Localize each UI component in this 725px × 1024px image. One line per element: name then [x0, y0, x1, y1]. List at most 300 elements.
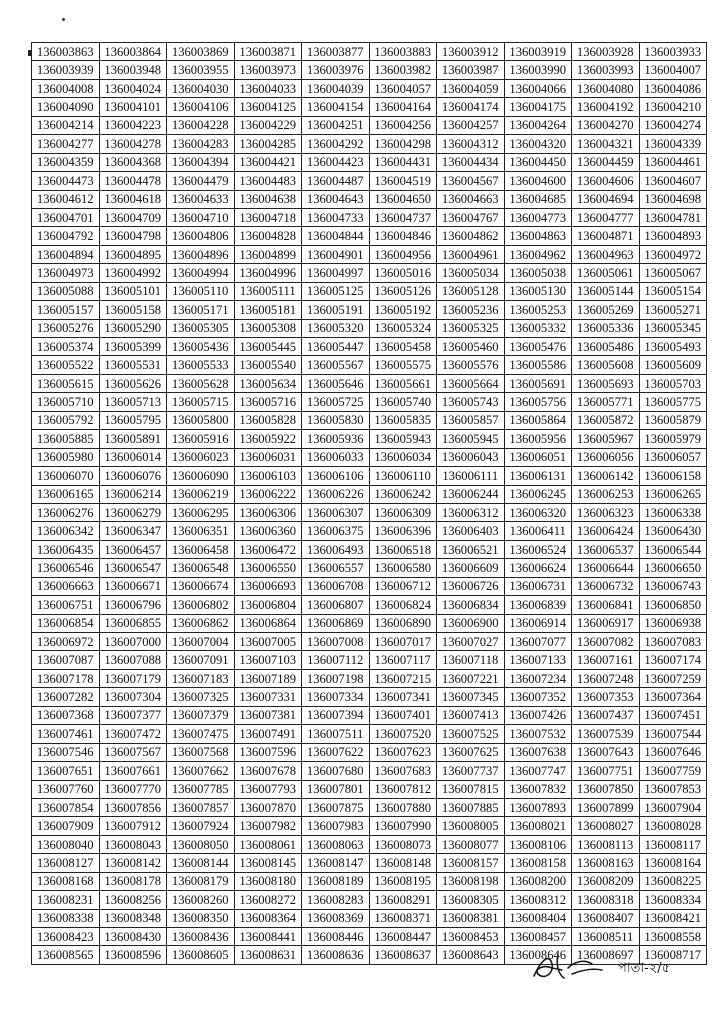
roll-number-cell: 136007353 [572, 688, 640, 706]
roll-number-cell: 136004086 [639, 79, 707, 97]
roll-number-cell: 136005128 [437, 282, 505, 300]
roll-number-cell: 136004871 [572, 227, 640, 245]
roll-number-cell: 136004996 [234, 264, 302, 282]
roll-number-cell: 136007377 [99, 706, 167, 724]
roll-number-cell: 136007304 [99, 688, 167, 706]
roll-number-cell: 136006900 [437, 614, 505, 632]
roll-number-cell: 136004285 [234, 135, 302, 153]
roll-number-cell: 136007379 [167, 706, 235, 724]
roll-number-cell: 136005576 [437, 356, 505, 374]
roll-number-cell: 136004997 [302, 264, 370, 282]
roll-number-cell: 136003912 [437, 43, 505, 61]
table-row [32, 762, 707, 780]
roll-number-cell: 136007008 [302, 633, 370, 651]
roll-number-cell: 136004650 [369, 190, 437, 208]
roll-number-cell: 136003993 [572, 61, 640, 79]
table-row [32, 614, 707, 632]
roll-number-cell: 136007179 [99, 669, 167, 687]
roll-number-cell: 136004223 [99, 116, 167, 134]
table-row [32, 282, 707, 300]
roll-number-cell: 136006544 [639, 540, 707, 558]
roll-number-cell: 136008021 [504, 817, 572, 835]
roll-number-cell: 136007678 [234, 762, 302, 780]
roll-number-cell: 136005743 [437, 393, 505, 411]
roll-number-cell: 136007525 [437, 725, 505, 743]
roll-number-cell: 136006890 [369, 614, 437, 632]
roll-number-cell: 136005034 [437, 264, 505, 282]
roll-number-cell: 136007475 [167, 725, 235, 743]
roll-number-cell: 136005979 [639, 430, 707, 448]
roll-number-cell: 136004972 [639, 245, 707, 263]
roll-number-cell: 136005795 [99, 411, 167, 429]
roll-number-cell: 136007221 [437, 669, 505, 687]
roll-number-cell: 136007437 [572, 706, 640, 724]
table-row [32, 393, 707, 411]
table-row [32, 503, 707, 521]
roll-number-cell: 136004994 [167, 264, 235, 282]
roll-number-cell: 136004777 [572, 208, 640, 226]
roll-number-cell: 136007625 [437, 743, 505, 761]
roll-number-cell: 136005236 [437, 301, 505, 319]
roll-number-cell: 136004567 [437, 172, 505, 190]
roll-number-cell: 136005943 [369, 430, 437, 448]
roll-number-cell: 136004633 [167, 190, 235, 208]
roll-number-cell: 136007259 [639, 669, 707, 687]
roll-number-cell: 136006403 [437, 522, 505, 540]
roll-number-cell: 136006226 [302, 485, 370, 503]
roll-number-cell: 136005345 [639, 319, 707, 337]
roll-number-cell: 136008256 [99, 891, 167, 909]
table-row [32, 374, 707, 392]
roll-number-cell: 136006070 [32, 467, 100, 485]
roll-number-cell: 136007345 [437, 688, 505, 706]
roll-number-cell: 136004321 [572, 135, 640, 153]
roll-number-cell: 136005374 [32, 338, 100, 356]
table-row [32, 485, 707, 503]
roll-number-cell: 136006347 [99, 522, 167, 540]
roll-number-cell: 136004174 [437, 98, 505, 116]
table-row [32, 725, 707, 743]
roll-number-cell: 136004059 [437, 79, 505, 97]
roll-number-cell: 136007990 [369, 817, 437, 835]
roll-number-cell: 136008407 [572, 909, 640, 927]
roll-number-cell: 136008272 [234, 891, 302, 909]
table-row [32, 688, 707, 706]
roll-number-cell: 136008318 [572, 891, 640, 909]
roll-number-cell: 136007567 [99, 743, 167, 761]
roll-number-cell: 136006457 [99, 540, 167, 558]
roll-number-cell: 136008127 [32, 854, 100, 872]
roll-number-cell: 136007885 [437, 798, 505, 816]
roll-number-cell: 136004066 [504, 79, 572, 97]
roll-number-cell: 136006396 [369, 522, 437, 540]
roll-number-cell: 136008200 [504, 872, 572, 890]
roll-number-cell: 136005713 [99, 393, 167, 411]
roll-number-cell: 136006435 [32, 540, 100, 558]
roll-number-cell: 136008636 [302, 946, 370, 964]
roll-number-cell: 136008558 [639, 928, 707, 946]
roll-number-cell: 136004024 [99, 79, 167, 97]
roll-number-cell: 136004638 [234, 190, 302, 208]
roll-number-cell: 136005486 [572, 338, 640, 356]
scan-speck [62, 18, 65, 21]
roll-number-cell: 136008338 [32, 909, 100, 927]
table-row [32, 706, 707, 724]
roll-number-cell: 136005872 [572, 411, 640, 429]
roll-number-cell: 136007857 [167, 798, 235, 816]
roll-number-cell: 136004214 [32, 116, 100, 134]
roll-number-cell: 136006165 [32, 485, 100, 503]
roll-number-cell: 136006110 [369, 467, 437, 485]
roll-number-cell: 136008195 [369, 872, 437, 890]
roll-number-cell: 136004792 [32, 227, 100, 245]
roll-number-cell: 136004431 [369, 153, 437, 171]
roll-number-cell: 136005609 [639, 356, 707, 374]
roll-number-cell: 136008371 [369, 909, 437, 927]
roll-number-cell: 136007815 [437, 780, 505, 798]
roll-number-cell: 136006242 [369, 485, 437, 503]
roll-number-cell: 136008178 [99, 872, 167, 890]
roll-number-cell: 136005460 [437, 338, 505, 356]
roll-number-cell: 136006031 [234, 448, 302, 466]
roll-number-cell: 136005126 [369, 282, 437, 300]
roll-number-cell: 136006546 [32, 559, 100, 577]
roll-number-cell: 136006674 [167, 577, 235, 595]
roll-number-cell: 136008231 [32, 891, 100, 909]
roll-number-cell: 136005710 [32, 393, 100, 411]
roll-number-cell: 136004450 [504, 153, 572, 171]
roll-number-cell: 136006158 [639, 467, 707, 485]
roll-number-cell: 136005125 [302, 282, 370, 300]
roll-number-cell: 136008180 [234, 872, 302, 890]
roll-number-cell: 136007770 [99, 780, 167, 798]
roll-number-cell: 136005067 [639, 264, 707, 282]
roll-number-cell: 136007850 [572, 780, 640, 798]
roll-number-cell: 136005436 [167, 338, 235, 356]
roll-number-cell: 136004962 [504, 245, 572, 263]
roll-number-cell: 136004828 [234, 227, 302, 245]
roll-number-cell: 136005740 [369, 393, 437, 411]
table-row [32, 522, 707, 540]
roll-number-cell: 136006796 [99, 596, 167, 614]
roll-number-cell: 136005756 [504, 393, 572, 411]
roll-number-cell: 136007394 [302, 706, 370, 724]
roll-number-cell: 136005922 [234, 430, 302, 448]
roll-number-cell: 136005157 [32, 301, 100, 319]
roll-number-cell: 136007760 [32, 780, 100, 798]
roll-number-cell: 136007401 [369, 706, 437, 724]
table-row [32, 79, 707, 97]
table-row [32, 467, 707, 485]
roll-number-cell: 136004798 [99, 227, 167, 245]
roll-number-cell: 136006057 [639, 448, 707, 466]
roll-number-cell: 136005154 [639, 282, 707, 300]
roll-number-cell: 136004893 [639, 227, 707, 245]
roll-number-cell: 136007005 [234, 633, 302, 651]
roll-number-cell: 136007662 [167, 762, 235, 780]
roll-number-cell: 136007331 [234, 688, 302, 706]
roll-number-cell: 136008164 [639, 854, 707, 872]
roll-number-cell: 136006360 [234, 522, 302, 540]
roll-number-cell: 136004710 [167, 208, 235, 226]
roll-number-cell: 136005716 [234, 393, 302, 411]
roll-number-cell: 136003955 [167, 61, 235, 79]
roll-number-cell: 136007904 [639, 798, 707, 816]
roll-number-cell: 136003869 [167, 43, 235, 61]
roll-number-cell: 136006644 [572, 559, 640, 577]
roll-number-cell: 136007546 [32, 743, 100, 761]
roll-number-cell: 136008446 [302, 928, 370, 946]
roll-number-cell: 136007539 [572, 725, 640, 743]
roll-number-cell: 136003933 [639, 43, 707, 61]
roll-number-cell: 136005253 [504, 301, 572, 319]
table-row [32, 227, 707, 245]
roll-number-cell: 136006276 [32, 503, 100, 521]
roll-number-cell: 136004039 [302, 79, 370, 97]
roll-number-cell: 136004781 [639, 208, 707, 226]
roll-number-cell: 136006751 [32, 596, 100, 614]
roll-number-cell: 136005320 [302, 319, 370, 337]
roll-number-cell: 136003990 [504, 61, 572, 79]
roll-number-cell: 136005628 [167, 374, 235, 392]
roll-number-cell: 136004901 [302, 245, 370, 263]
roll-number-cell: 136006076 [99, 467, 167, 485]
roll-number-cell: 136003948 [99, 61, 167, 79]
roll-number-cell: 136008369 [302, 909, 370, 927]
roll-number-cell: 136006802 [167, 596, 235, 614]
roll-number-cell: 136005325 [437, 319, 505, 337]
roll-number-cell: 136005336 [572, 319, 640, 337]
roll-number-cell: 136007853 [639, 780, 707, 798]
roll-number-cell: 136005626 [99, 374, 167, 392]
table-row [32, 448, 707, 466]
table-row [32, 153, 707, 171]
roll-number-cell: 136004228 [167, 116, 235, 134]
roll-number-cell: 136006306 [234, 503, 302, 521]
roll-number-cell: 136007638 [504, 743, 572, 761]
roll-number-cell: 136006307 [302, 503, 370, 521]
roll-number-cell: 136004106 [167, 98, 235, 116]
roll-number-cell: 136004007 [639, 61, 707, 79]
roll-number-cell: 136004339 [639, 135, 707, 153]
roll-number-cell: 136005324 [369, 319, 437, 337]
roll-number-cell: 136004101 [99, 98, 167, 116]
roll-number-cell: 136008148 [369, 854, 437, 872]
roll-number-cell: 136007812 [369, 780, 437, 798]
roll-number-cell: 136004773 [504, 208, 572, 226]
roll-number-cell: 136008421 [639, 909, 707, 927]
roll-number-cell: 136008145 [234, 854, 302, 872]
roll-number-cell: 136008157 [437, 854, 505, 872]
roll-number-cell: 136006855 [99, 614, 167, 632]
roll-number-cell: 136004434 [437, 153, 505, 171]
roll-number-cell: 136006375 [302, 522, 370, 540]
roll-number-cell: 136008457 [504, 928, 572, 946]
roll-number-cell: 136004423 [302, 153, 370, 171]
roll-number-cell: 136004030 [167, 79, 235, 97]
roll-number-cell: 136005828 [234, 411, 302, 429]
roll-number-cell: 136005830 [302, 411, 370, 429]
roll-number-table-body [32, 43, 707, 965]
roll-number-cell: 136004973 [32, 264, 100, 282]
roll-number-cell: 136005956 [504, 430, 572, 448]
roll-number-cell: 136006279 [99, 503, 167, 521]
roll-number-cell: 136007870 [234, 798, 302, 816]
roll-number-cell: 136004487 [302, 172, 370, 190]
roll-number-cell: 136006131 [504, 467, 572, 485]
roll-number-cell: 136005290 [99, 319, 167, 337]
roll-number-cell: 136008447 [369, 928, 437, 946]
table-row [32, 135, 707, 153]
table-row [32, 854, 707, 872]
roll-number-cell: 136007174 [639, 651, 707, 669]
roll-number-cell: 136005800 [167, 411, 235, 429]
roll-number-cell: 136005540 [234, 356, 302, 374]
roll-number-cell: 136005308 [234, 319, 302, 337]
roll-number-cell: 136004292 [302, 135, 370, 153]
roll-number-cell: 136005144 [572, 282, 640, 300]
roll-number-cell: 136006493 [302, 540, 370, 558]
roll-number-cell: 136005725 [302, 393, 370, 411]
roll-number-cell: 136007683 [369, 762, 437, 780]
roll-number-cell: 136008631 [234, 946, 302, 964]
roll-number-cell: 136004257 [437, 116, 505, 134]
roll-number-cell: 136006609 [437, 559, 505, 577]
roll-number-cell: 136005945 [437, 430, 505, 448]
roll-number-cell: 136006663 [32, 577, 100, 595]
roll-number-cell: 136006547 [99, 559, 167, 577]
roll-number-cell: 136004956 [369, 245, 437, 263]
table-row [32, 43, 707, 61]
roll-number-cell: 136008168 [32, 872, 100, 890]
roll-number-cell: 136008511 [572, 928, 640, 946]
roll-number-cell: 136005567 [302, 356, 370, 374]
roll-number-cell: 136007982 [234, 817, 302, 835]
roll-number-cell: 136007248 [572, 669, 640, 687]
roll-number-cell: 136007325 [167, 688, 235, 706]
roll-number-cell: 136007680 [302, 762, 370, 780]
roll-number-cell: 136005771 [572, 393, 640, 411]
roll-number-cell: 136005586 [504, 356, 572, 374]
table-row [32, 872, 707, 890]
roll-number-cell: 136006458 [167, 540, 235, 558]
roll-number-cell: 136005575 [369, 356, 437, 374]
roll-number-cell: 136008158 [504, 854, 572, 872]
roll-number-cell: 136005891 [99, 430, 167, 448]
roll-number-cell: 136006253 [572, 485, 640, 503]
roll-number-cell: 136004961 [437, 245, 505, 263]
roll-number-cell: 136006518 [369, 540, 437, 558]
roll-number-cell: 136005192 [369, 301, 437, 319]
roll-number-cell: 136007793 [234, 780, 302, 798]
roll-number-cell: 136006043 [437, 448, 505, 466]
roll-number-cell: 136006824 [369, 596, 437, 614]
roll-number-cell: 136007178 [32, 669, 100, 687]
roll-number-cell: 136007875 [302, 798, 370, 816]
roll-number-cell: 136005305 [167, 319, 235, 337]
roll-number-cell: 136005775 [639, 393, 707, 411]
roll-number-cell: 136004701 [32, 208, 100, 226]
roll-number-cell: 136007661 [99, 762, 167, 780]
roll-number-cell: 136004685 [504, 190, 572, 208]
roll-number-cell: 136008364 [234, 909, 302, 927]
roll-number-cell: 136005608 [572, 356, 640, 374]
roll-number-cell: 136007381 [234, 706, 302, 724]
roll-number-cell: 136004992 [99, 264, 167, 282]
roll-number-cell: 136005980 [32, 448, 100, 466]
roll-number-cell: 136007198 [302, 669, 370, 687]
roll-number-cell: 136008453 [437, 928, 505, 946]
roll-number-cell: 136005879 [639, 411, 707, 429]
roll-number-cell: 136007117 [369, 651, 437, 669]
roll-number-cell: 136006972 [32, 633, 100, 651]
roll-number-cell: 136008717 [639, 946, 707, 964]
roll-number-cell: 136004164 [369, 98, 437, 116]
roll-number-cell: 136004643 [302, 190, 370, 208]
roll-number-cell: 136004733 [302, 208, 370, 226]
table-row [32, 835, 707, 853]
roll-number-cell: 136007856 [99, 798, 167, 816]
roll-number-cell: 136006693 [234, 577, 302, 595]
roll-number-cell: 136007622 [302, 743, 370, 761]
roll-number-cell: 136008404 [504, 909, 572, 927]
roll-number-cell: 136008144 [167, 854, 235, 872]
table-row [32, 540, 707, 558]
roll-number-cell: 136004192 [572, 98, 640, 116]
roll-number-cell: 136003863 [32, 43, 100, 61]
roll-number-cell: 136004394 [167, 153, 235, 171]
roll-number-cell: 136007832 [504, 780, 572, 798]
roll-number-cell: 136006222 [234, 485, 302, 503]
roll-number-cell: 136007413 [437, 706, 505, 724]
roll-number-cell: 136005445 [234, 338, 302, 356]
roll-number-cell: 136007544 [639, 725, 707, 743]
roll-number-cell: 136006295 [167, 503, 235, 521]
roll-number-cell: 136006056 [572, 448, 640, 466]
roll-number-cell: 136004125 [234, 98, 302, 116]
roll-number-cell: 136007759 [639, 762, 707, 780]
roll-number-cell: 136008209 [572, 872, 640, 890]
roll-number-cell: 136008113 [572, 835, 640, 853]
roll-number-cell: 136004963 [572, 245, 640, 263]
roll-number-cell: 136005276 [32, 319, 100, 337]
roll-number-cell: 136006214 [99, 485, 167, 503]
table-row [32, 559, 707, 577]
roll-number-cell: 136007893 [504, 798, 572, 816]
roll-number-cell: 136008142 [99, 854, 167, 872]
roll-number-cell: 136007118 [437, 651, 505, 669]
roll-number-cell: 136004175 [504, 98, 572, 116]
roll-number-cell: 136008050 [167, 835, 235, 853]
roll-number-cell: 136004606 [572, 172, 640, 190]
roll-number-cell: 136005061 [572, 264, 640, 282]
roll-number-cell: 136007491 [234, 725, 302, 743]
table-row [32, 172, 707, 190]
roll-number-cell: 136004612 [32, 190, 100, 208]
roll-number-cell: 136005646 [302, 374, 370, 392]
roll-number-cell: 136007364 [639, 688, 707, 706]
roll-number-cell: 136007623 [369, 743, 437, 761]
roll-number-cell: 136005885 [32, 430, 100, 448]
roll-number-cell: 136004080 [572, 79, 640, 97]
roll-number-cell: 136007461 [32, 725, 100, 743]
roll-number-cell: 136004229 [234, 116, 302, 134]
table-row [32, 338, 707, 356]
roll-number-cell: 136006219 [167, 485, 235, 503]
roll-number-cell: 136005661 [369, 374, 437, 392]
roll-number-cell: 136007643 [572, 743, 640, 761]
roll-number-cell: 136003919 [504, 43, 572, 61]
